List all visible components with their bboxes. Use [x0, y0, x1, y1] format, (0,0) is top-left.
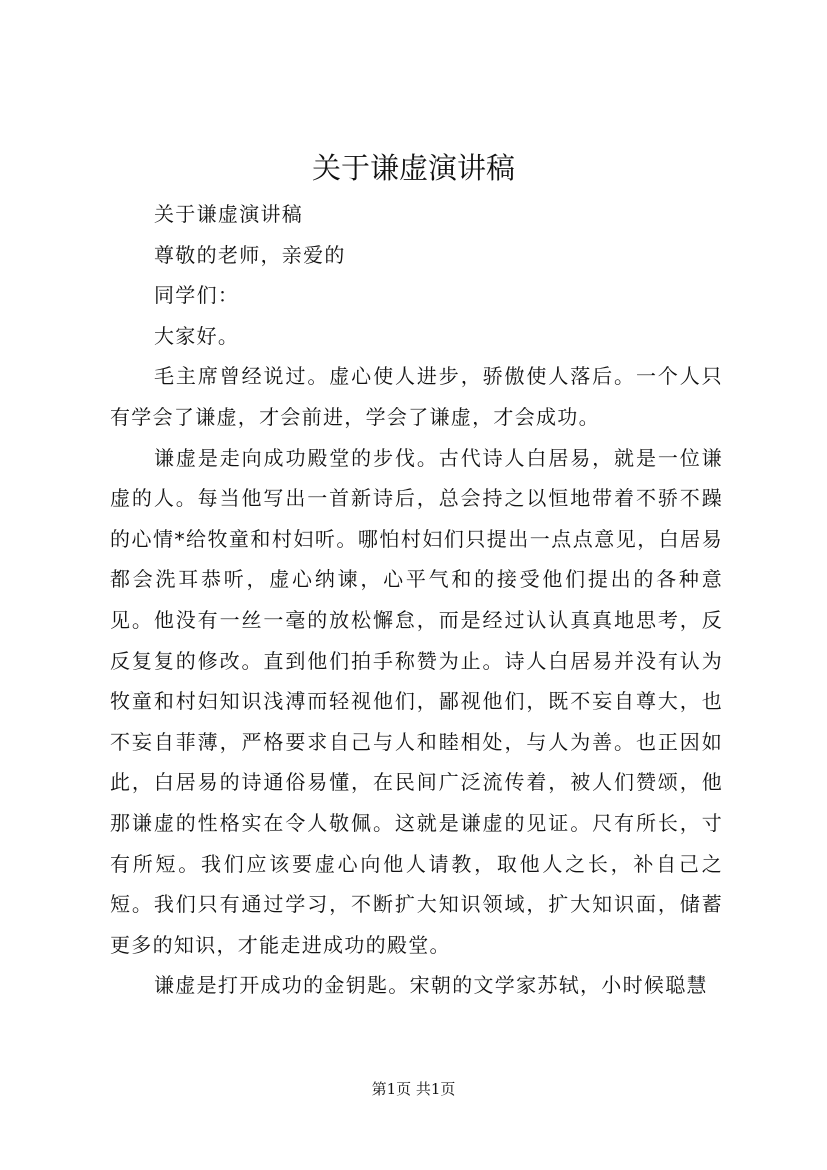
paragraph: 大家好。	[154, 323, 240, 348]
paragraph: 同学们：	[154, 283, 240, 308]
paragraph: 尊敬的老师，亲爱的	[154, 242, 346, 267]
page-footer: 第1页 共1页	[371, 1080, 456, 1098]
document-title: 关于谦虚演讲稿	[311, 151, 515, 185]
paragraph: 毛主席曾经说过。虚心使人进步，骄傲使人落后。一个人只有学会了谦虚，才会前进，学会了谦虚，才会成功。	[110, 364, 723, 429]
paragraph: 谦虚是走向成功殿堂的步伐。古代诗人白居易，就是一位谦虚的人。每当他写出一首新诗后，总会持之以恒地带着不骄不躁的心情*给牧童和村妇听。哪怕村妇们只提出一点点意见，白居易都会洗耳恭听，虚心纳谏，心平气和的接受他们提出的各种意见。他没有一丝一毫的放松懈怠，而是经过认认真真地思考，反反复复的修改。直到他们拍手称赞为止。诗人白居易并没有认为牧童和村妇知识浅溥而轻视他们，鄙视他们，既不妄自尊大，也不妄自菲薄，严格要求自己与人和睦相处，与人为善。也正因如此，白居易的诗通俗易懂，在民间广泛流传着，被人们赞颂，他那谦虚的性格实在令人敬佩。这就是谦虚的见证。尺有所长，寸有所短。我们应该要虚心向他人请教，取他人之长，补自己之短。我们只有通过学习，不断扩大知识领域，扩大知识面，储蓄更多的知识，才能走进成功的殿堂。	[110, 445, 723, 957]
paragraph: 谦虚是打开成功的金钥匙。宋朝的文学家苏轼，小时候聪慧	[154, 973, 708, 998]
document-body	[110, 194, 723, 1006]
paragraph: 关于谦虚演讲稿	[154, 202, 304, 226]
